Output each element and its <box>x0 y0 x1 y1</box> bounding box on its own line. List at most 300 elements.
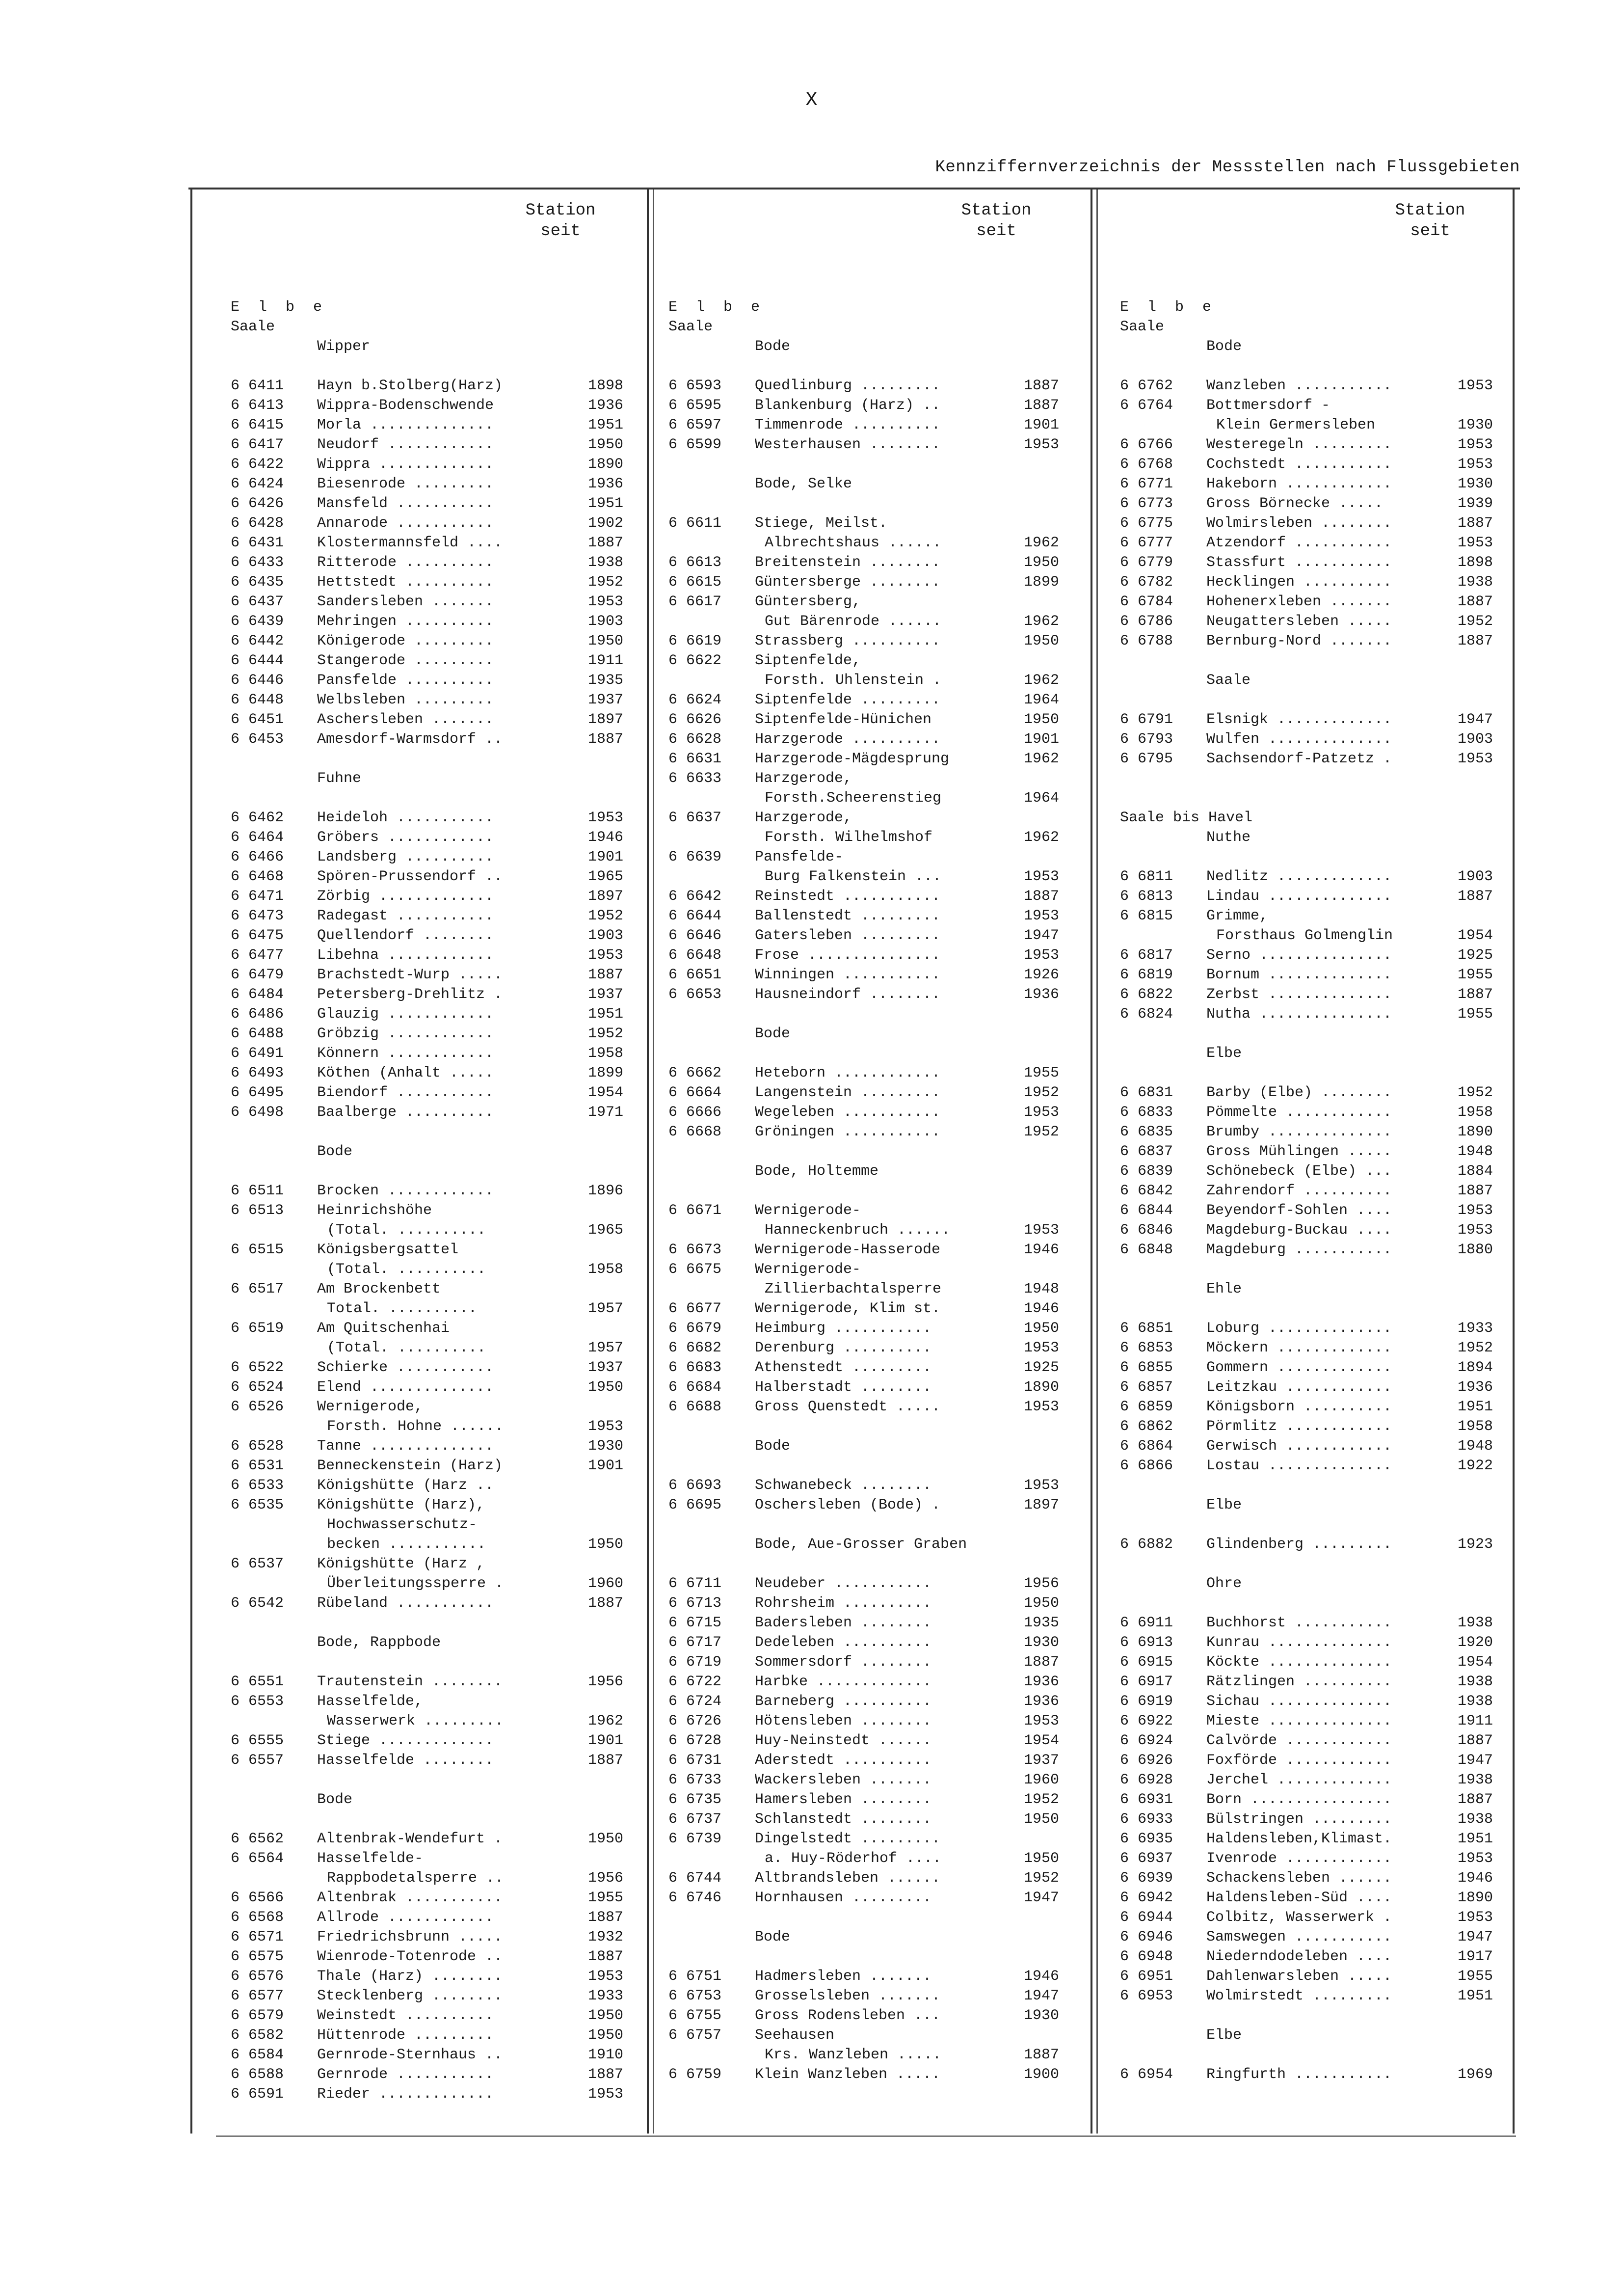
station-year: 1953 <box>1457 751 1493 767</box>
station-row <box>231 376 623 396</box>
column-header <box>942 200 1050 242</box>
section-heading <box>1120 1495 1493 1515</box>
station-year: 1953 <box>1457 535 1493 551</box>
station-code: 6 6753 <box>668 1988 722 2004</box>
station-code: 6 6582 <box>231 2027 284 2044</box>
station-row <box>668 671 1059 690</box>
station-name: Brumby .............. <box>1206 1124 1392 1140</box>
station-name: Königshütte (Harz , <box>317 1556 485 1572</box>
station-name: Hamersleben ........ <box>755 1791 932 1808</box>
station-name: Serno ............... <box>1206 947 1392 964</box>
station-code: 6 6683 <box>668 1359 722 1376</box>
station-row <box>1120 887 1493 906</box>
station-year: 1887 <box>1023 378 1059 394</box>
station-year: 1958 <box>1457 1418 1493 1435</box>
station-name: Cochstedt ........... <box>1206 456 1392 473</box>
station-code: 6 6486 <box>231 1006 284 1023</box>
heading-text: Ohre <box>1206 1575 1242 1592</box>
station-row <box>668 926 1059 945</box>
station-name: Westeregeln ......... <box>1206 436 1392 453</box>
station-row <box>1120 1201 1493 1220</box>
station-year: 1936 <box>587 397 623 414</box>
station-name: Harzgerode-Mägdesprung <box>755 751 950 767</box>
station-row <box>231 690 623 710</box>
station-code: 6 6939 <box>1120 1870 1173 1887</box>
station-row <box>1120 1692 1493 1711</box>
station-row <box>668 435 1059 455</box>
station-code: 6 6811 <box>1120 868 1173 885</box>
spacer <box>668 1142 1059 1162</box>
station-year: 1936 <box>1023 1693 1059 1710</box>
station-row <box>231 1849 623 1868</box>
station-row <box>231 1397 623 1417</box>
station-code: 6 6435 <box>231 574 284 591</box>
heading-text: Saale <box>231 319 275 335</box>
station-row <box>668 1633 1059 1652</box>
station-code: 6 6664 <box>668 1084 722 1101</box>
station-row <box>231 1024 623 1044</box>
station-name: Pömmelte ............ <box>1206 1104 1392 1121</box>
station-year: 1948 <box>1457 1143 1493 1160</box>
station-row <box>668 2065 1059 2084</box>
station-year: 1953 <box>1023 908 1059 924</box>
station-code: 6 6768 <box>1120 456 1173 473</box>
station-code: 6 6471 <box>231 888 284 905</box>
station-row <box>1120 1967 1493 1986</box>
station-year: 1950 <box>587 2027 623 2044</box>
station-year: 1903 <box>1457 868 1493 885</box>
station-row <box>668 1888 1059 1908</box>
station-code: 6 6597 <box>668 417 722 433</box>
station-code: 6 6954 <box>1120 2066 1173 2083</box>
station-row <box>1120 1417 1493 1436</box>
station-code: 6 6451 <box>231 711 284 728</box>
station-name: Seehausen <box>755 2027 835 2044</box>
station-name: Gerwisch ............ <box>1206 1438 1392 1455</box>
station-name: Königshütte (Harz), <box>317 1497 485 1513</box>
page-number: X <box>805 89 818 111</box>
station-name: Forsth. Wilhelmshof <box>765 829 933 846</box>
station-year: 1953 <box>587 1968 623 1985</box>
station-code: 6 6426 <box>231 495 284 512</box>
station-code: 6 6571 <box>231 1929 284 1945</box>
station-row <box>668 651 1059 671</box>
station-year: 1935 <box>587 672 623 689</box>
station-year: 1901 <box>587 849 623 865</box>
station-name: Wanzleben ........... <box>1206 378 1392 394</box>
station-name: Grimme, <box>1206 908 1269 924</box>
station-name: Samswegen ........... <box>1206 1929 1392 1945</box>
station-code: 6 6413 <box>231 397 284 414</box>
station-name: Stassfurt ........... <box>1206 554 1392 571</box>
station-name: Magdeburg-Buckau .... <box>1206 1222 1392 1239</box>
station-code: 6 6577 <box>231 1988 284 2004</box>
station-name: Wolmirstedt ......... <box>1206 1988 1392 2004</box>
station-code: 6 6668 <box>668 1124 722 1140</box>
station-year: 1937 <box>587 1359 623 1376</box>
station-year: 1946 <box>1023 1968 1059 1985</box>
station-name: Albrechtshaus ...... <box>765 535 942 551</box>
spacer <box>668 1908 1059 1927</box>
station-year: 1953 <box>1023 947 1059 964</box>
station-row <box>668 2026 1059 2045</box>
station-year: 1964 <box>1023 692 1059 708</box>
station-code: 6 6931 <box>1120 1791 1173 1808</box>
station-year: 1958 <box>587 1045 623 1062</box>
spacer <box>1120 1554 1493 1574</box>
section-heading <box>1120 671 1493 690</box>
station-row <box>668 1613 1059 1633</box>
spacer <box>1120 2045 1493 2065</box>
station-row <box>668 1711 1059 1731</box>
station-year: 1953 <box>1023 436 1059 453</box>
station-row <box>668 1810 1059 1829</box>
station-code: 6 6611 <box>668 515 722 532</box>
station-row <box>668 612 1059 631</box>
station-code: 6 6444 <box>231 652 284 669</box>
station-code: 6 6762 <box>1120 378 1173 394</box>
station-row <box>1120 1888 1493 1908</box>
station-name: Heimburg ........... <box>755 1320 932 1337</box>
station-row <box>231 710 623 729</box>
station-code: 6 6822 <box>1120 986 1173 1003</box>
station-year: 1890 <box>587 456 623 473</box>
spacer <box>1120 1594 1493 1613</box>
station-row <box>231 572 623 592</box>
column-header-station: Station <box>1395 201 1465 220</box>
station-code: 6 6813 <box>1120 888 1173 905</box>
station-name: Dedeleben .......... <box>755 1634 932 1651</box>
station-code: 6 6637 <box>668 810 722 826</box>
station-name: Calvörde ............ <box>1206 1732 1392 1749</box>
station-name: Wienrode-Totenrode .. <box>317 1948 503 1965</box>
station-name: Harzgerode .......... <box>755 731 941 748</box>
station-row <box>668 749 1059 769</box>
station-name: Morla .............. <box>317 417 494 433</box>
station-name: Zillierbachtalsperre <box>765 1281 942 1297</box>
station-name: Buchhorst ........... <box>1206 1615 1392 1631</box>
station-name: Könnern ............ <box>317 1045 494 1062</box>
station-year: 1930 <box>1023 2007 1059 2024</box>
station-code: 6 6882 <box>1120 1536 1173 1553</box>
station-row <box>231 1220 623 1240</box>
station-name: Dingelstedt ......... <box>755 1831 941 1847</box>
station-year: 1956 <box>587 1870 623 1887</box>
station-row <box>1120 1319 1493 1338</box>
station-row <box>231 1260 623 1279</box>
station-year: 1950 <box>587 1831 623 1847</box>
station-year: 1950 <box>1023 1320 1059 1337</box>
column-header <box>506 200 614 242</box>
station-code: 6 6793 <box>1120 731 1173 748</box>
station-row <box>1120 1103 1493 1122</box>
station-row <box>231 808 623 828</box>
station-name: Siptenfelde ......... <box>755 692 941 708</box>
station-name: Königsbergsattel <box>317 1242 459 1258</box>
station-name: Zahrendorf .......... <box>1206 1183 1392 1199</box>
station-code: 6 6555 <box>231 1732 284 1749</box>
station-code: 6 6682 <box>668 1340 722 1356</box>
station-name: Pansfelde- <box>755 849 844 865</box>
station-row <box>668 1829 1059 1849</box>
heading-text: Wipper <box>317 338 371 355</box>
station-row <box>231 1044 623 1063</box>
station-code: 6 6782 <box>1120 574 1173 591</box>
station-code: 6 6493 <box>231 1065 284 1081</box>
station-name: Ringfurth ........... <box>1206 2066 1392 2083</box>
station-row <box>668 1378 1059 1397</box>
station-year: 1887 <box>1457 633 1493 649</box>
station-year: 1952 <box>1457 1340 1493 1356</box>
station-name: Bülstringen ......... <box>1206 1811 1392 1828</box>
station-name: Niederndodeleben .... <box>1206 1948 1392 1965</box>
heading-text: Bode, Aue-Grosser Graben <box>755 1536 967 1553</box>
station-row <box>1120 2065 1493 2084</box>
station-name: Foxförde ............ <box>1206 1752 1392 1769</box>
station-row <box>1120 906 1493 926</box>
station-row <box>668 396 1059 415</box>
section-heading <box>668 1535 1059 1554</box>
station-year: 1887 <box>1457 1732 1493 1749</box>
station-year: 1953 <box>1023 868 1059 885</box>
station-name: Elsnigk ............. <box>1206 711 1392 728</box>
station-name: Annarode ........... <box>317 515 494 532</box>
station-year: 1955 <box>1457 967 1493 983</box>
station-year: 1957 <box>587 1300 623 1317</box>
station-code: 6 6848 <box>1120 1242 1173 1258</box>
station-name: Hüttenrode ......... <box>317 2027 494 2044</box>
station-year: 1953 <box>587 947 623 964</box>
station-name: (Total. .......... <box>327 1261 486 1278</box>
station-year: 1951 <box>587 417 623 433</box>
station-year: 1887 <box>1457 888 1493 905</box>
station-name: Stiege ............. <box>317 1732 494 1749</box>
station-row <box>1120 1731 1493 1751</box>
station-code: 6 6537 <box>231 1556 284 1572</box>
station-code: 6 6562 <box>231 1831 284 1847</box>
station-name: Königerode ......... <box>317 633 494 649</box>
station-name: Halberstadt ........ <box>755 1379 932 1396</box>
station-name: Jerchel ............. <box>1206 1772 1392 1788</box>
station-code: 6 6553 <box>231 1693 284 1710</box>
station-year: 1962 <box>1023 613 1059 630</box>
column-divider-2 <box>1091 189 1092 2134</box>
station-name: Elend .............. <box>317 1379 494 1396</box>
station-name: Wulfen .............. <box>1206 731 1392 748</box>
station-code: 6 6491 <box>231 1045 284 1062</box>
station-name: Lindau .............. <box>1206 888 1392 905</box>
station-row <box>231 1456 623 1476</box>
station-year: 1948 <box>1457 1438 1493 1455</box>
station-row <box>1120 1240 1493 1260</box>
station-name: Sichau .............. <box>1206 1693 1392 1710</box>
station-year: 1890 <box>1457 1890 1493 1906</box>
station-year: 1951 <box>1457 1831 1493 1847</box>
station-name: Rübeland ........... <box>317 1595 494 1612</box>
station-row <box>668 808 1059 828</box>
station-year: 1897 <box>587 888 623 905</box>
station-row <box>231 1868 623 1888</box>
station-name: Quellendorf ........ <box>317 927 494 944</box>
station-year: 1925 <box>1023 1359 1059 1376</box>
station-year: 1950 <box>1023 1595 1059 1612</box>
station-year: 1880 <box>1457 1242 1493 1258</box>
station-name: Barby (Elbe) ........ <box>1206 1084 1392 1101</box>
station-year: 1953 <box>1023 1477 1059 1494</box>
station-code: 6 6488 <box>231 1026 284 1042</box>
station-year: 1887 <box>1023 888 1059 905</box>
station-year: 1951 <box>587 495 623 512</box>
station-code: 6 6466 <box>231 849 284 865</box>
station-name: Möckern ............. <box>1206 1340 1392 1356</box>
station-row <box>231 1574 623 1594</box>
station-code: 6 6951 <box>1120 1968 1173 1985</box>
station-code: 6 6713 <box>668 1595 722 1612</box>
station-code: 6 6688 <box>668 1399 722 1415</box>
station-code: 6 6479 <box>231 967 284 983</box>
column-header-station: Station <box>525 201 596 220</box>
station-code: 6 6511 <box>231 1183 284 1199</box>
station-row <box>668 513 1059 533</box>
spacer <box>231 1770 623 1790</box>
station-code: 6 6646 <box>668 927 722 944</box>
station-code: 6 6464 <box>231 829 284 846</box>
station-code: 6 6628 <box>668 731 722 748</box>
station-name: Nedlitz ............. <box>1206 868 1392 885</box>
station-name: Gatersleben ......... <box>755 927 941 944</box>
station-year: 1887 <box>587 967 623 983</box>
station-name: Harzgerode, <box>755 770 852 787</box>
station-year: 1884 <box>1457 1163 1493 1180</box>
station-row <box>231 1731 623 1751</box>
station-code: 6 6433 <box>231 554 284 571</box>
station-name: Ritterode .......... <box>317 554 494 571</box>
station-code: 6 6717 <box>668 1634 722 1651</box>
spacer <box>1120 651 1493 671</box>
station-name: Heteborn ............ <box>755 1065 941 1081</box>
station-code: 6 6819 <box>1120 967 1173 983</box>
station-name: Gröbers ............ <box>317 829 494 846</box>
station-year: 1951 <box>1457 1399 1493 1415</box>
station-row <box>231 1299 623 1319</box>
station-row <box>231 2006 623 2026</box>
station-year: 1935 <box>1023 1615 1059 1631</box>
station-year: 1901 <box>1023 417 1059 433</box>
station-code: 6 6737 <box>668 1811 722 1828</box>
heading-text: Bode <box>317 1143 353 1160</box>
station-code: 6 6862 <box>1120 1418 1173 1435</box>
station-year: 1933 <box>1457 1320 1493 1337</box>
station-name: Weinstedt .......... <box>317 2007 494 2024</box>
station-row <box>1120 1220 1493 1240</box>
station-code: 6 6591 <box>231 2086 284 2103</box>
station-row <box>231 1888 623 1908</box>
station-year: 1920 <box>1457 1634 1493 1651</box>
station-code: 6 6746 <box>668 1890 722 1906</box>
station-code: 6 6522 <box>231 1359 284 1376</box>
station-year: 1930 <box>1457 417 1493 433</box>
station-year: 1950 <box>1023 1811 1059 1828</box>
station-row <box>1120 592 1493 612</box>
station-code: 6 6653 <box>668 986 722 1003</box>
station-name: Hasselfelde- <box>317 1850 424 1867</box>
station-code: 6 6599 <box>668 436 722 453</box>
station-year: 1953 <box>1457 1202 1493 1219</box>
station-year: 1936 <box>1457 1379 1493 1396</box>
station-name: Klostermannsfeld .... <box>317 535 503 551</box>
station-name: Wippra ............. <box>317 456 494 473</box>
station-name: Landsberg .......... <box>317 849 494 865</box>
station-row <box>1120 710 1493 729</box>
station-row <box>1120 553 1493 572</box>
station-name: Wernigerode- <box>755 1202 861 1219</box>
station-code: 6 6584 <box>231 2047 284 2063</box>
basin-heading <box>231 317 623 337</box>
station-row <box>231 1692 623 1711</box>
station-year: 1955 <box>1457 1006 1493 1023</box>
right-border-rule <box>1513 189 1515 2134</box>
station-name: Burg Falkenstein ... <box>765 868 942 885</box>
station-year: 1954 <box>1023 1732 1059 1749</box>
station-code: 6 6817 <box>1120 947 1173 964</box>
station-name: Überleitungssperre . <box>327 1575 504 1592</box>
station-row <box>231 1417 623 1436</box>
station-name: Neugattersleben ..... <box>1206 613 1392 630</box>
station-row <box>668 2045 1059 2065</box>
station-year: 1955 <box>1023 1065 1059 1081</box>
station-row <box>668 572 1059 592</box>
station-name: Trautenstein ........ <box>317 1674 503 1690</box>
station-row <box>231 828 623 847</box>
station-row <box>231 1515 623 1535</box>
station-name: Schlanstedt ........ <box>755 1811 932 1828</box>
heading-text: Saale <box>1120 319 1165 335</box>
station-code: 6 6739 <box>668 1831 722 1847</box>
station-name: Am Quitschenhai <box>317 1320 450 1337</box>
heading-text: E l b e <box>231 299 327 316</box>
station-code: 6 6755 <box>668 2007 722 2024</box>
river-heading <box>1120 297 1493 317</box>
station-name: Gut Bärenrode ...... <box>765 613 942 630</box>
station-row <box>231 1358 623 1378</box>
station-row <box>1120 1181 1493 1201</box>
station-code: 6 6519 <box>231 1320 284 1337</box>
station-row <box>1120 985 1493 1004</box>
station-code: 6 6431 <box>231 535 284 551</box>
station-year: 1899 <box>1023 574 1059 591</box>
station-year: 1897 <box>587 711 623 728</box>
station-name: Schackensleben ...... <box>1206 1870 1392 1887</box>
column-header-station: Station <box>961 201 1032 220</box>
station-code: 6 6724 <box>668 1693 722 1710</box>
station-code: 6 6857 <box>1120 1379 1173 1396</box>
station-row <box>668 1338 1059 1358</box>
station-name: Ivenrode ............ <box>1206 1850 1392 1867</box>
station-year: 1950 <box>1023 633 1059 649</box>
station-name: Grosselsleben ....... <box>755 1988 941 2004</box>
station-year: 1953 <box>587 1418 623 1435</box>
station-year: 1965 <box>587 1222 623 1239</box>
station-name: Dahlenwarsleben ..... <box>1206 1968 1392 1985</box>
station-name: Benneckenstein (Harz) <box>317 1458 503 1474</box>
station-year: 1896 <box>587 1183 623 1199</box>
station-row <box>231 1751 623 1770</box>
station-row <box>1120 1358 1493 1378</box>
station-row <box>668 1986 1059 2006</box>
station-year: 1887 <box>587 1909 623 1926</box>
station-name: Neudorf ............ <box>317 436 494 453</box>
station-code: 6 6424 <box>231 476 284 492</box>
